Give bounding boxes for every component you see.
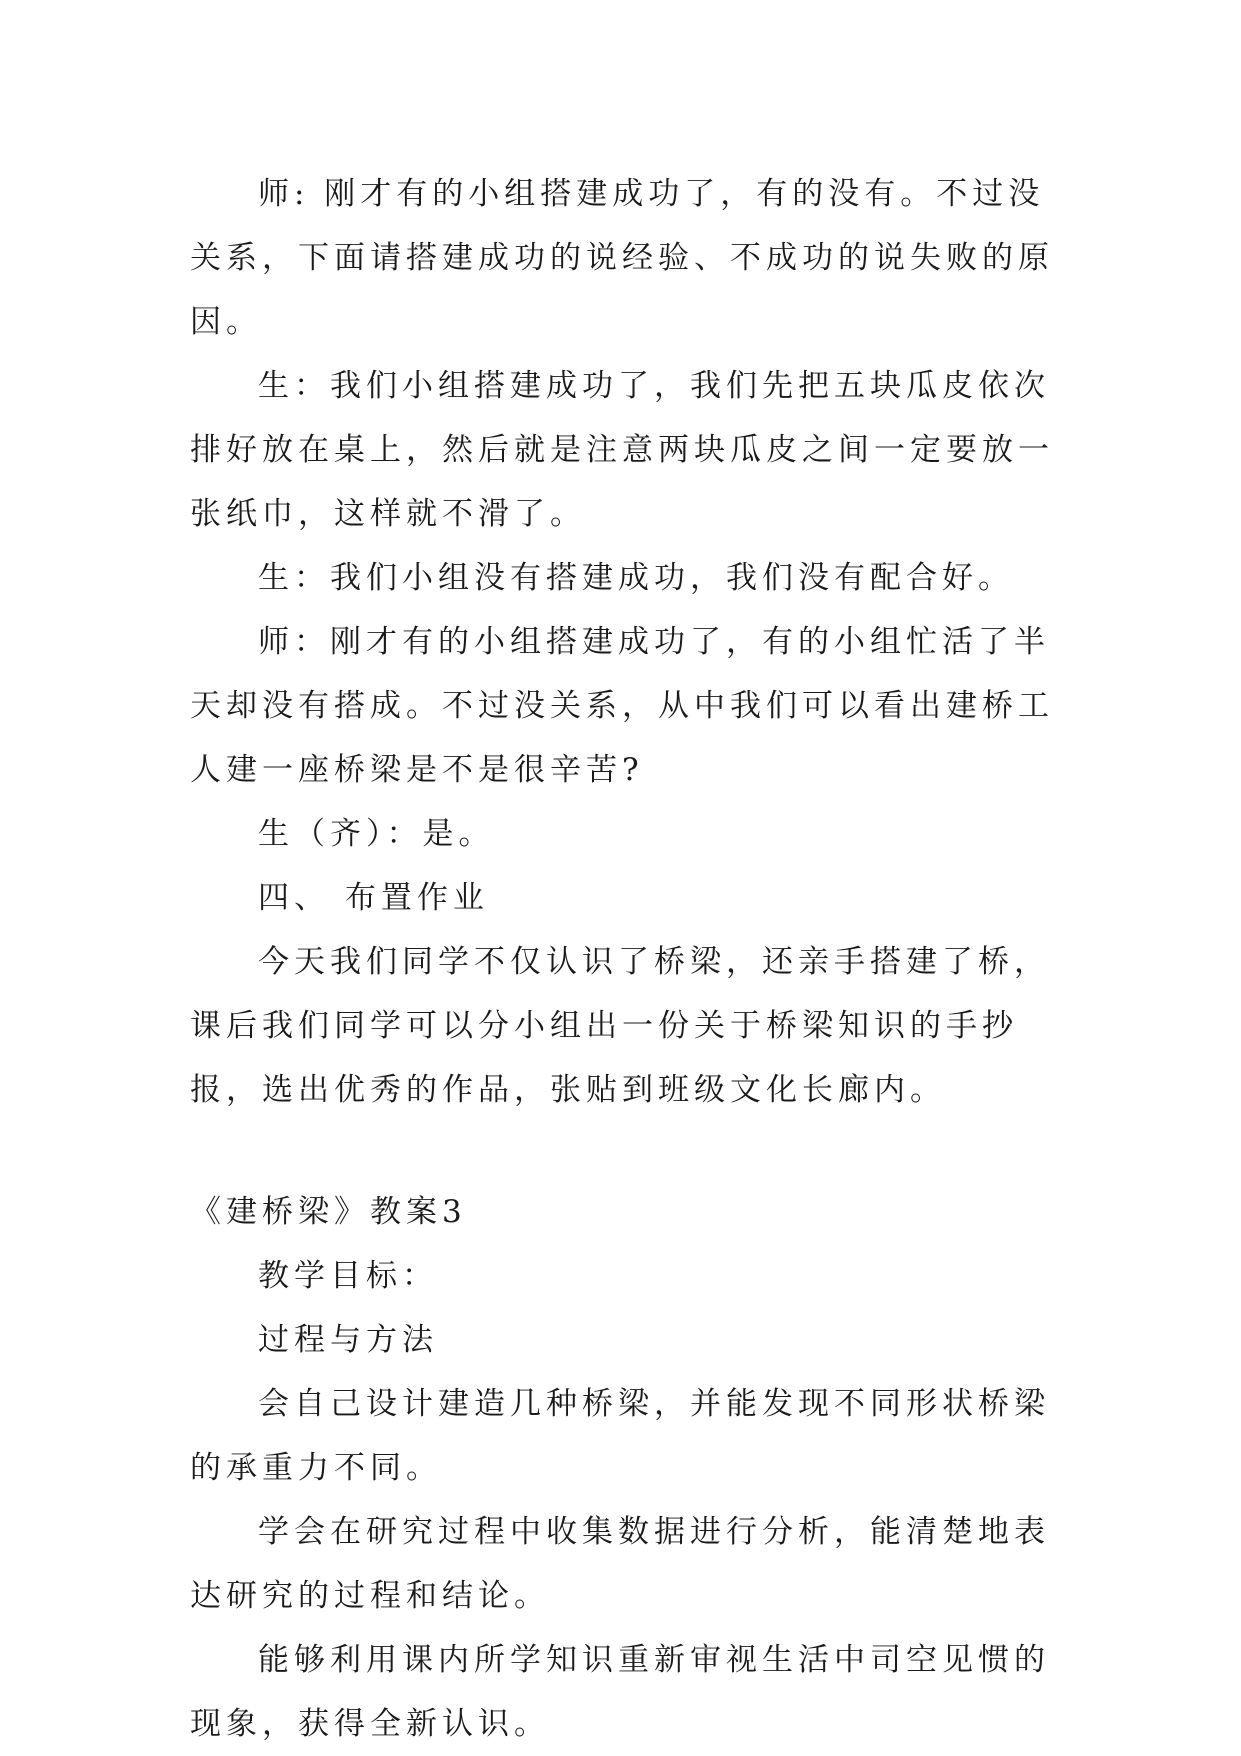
paragraph-student-2: 生：我们小组没有搭建成功，我们没有配合好。: [258, 560, 1014, 596]
paragraph-student-1: 生：我们小组搭建成功了，我们先把五块瓜皮依次排好放在桌上，然后就是注意两块瓜皮之间一定要放一张纸巾，这样就不滑了。: [190, 368, 1054, 532]
heading-process-methods: 过程与方法: [258, 1322, 438, 1358]
heading-teaching-goals: 教学目标：: [258, 1258, 438, 1294]
paragraph-goal-3: 能够利用课内所学知识重新审视生活中司空见惯的现象，获得全新认识。: [190, 1642, 1050, 1742]
paragraph-homework: 今天我们同学不仅认识了桥梁，还亲手搭建了桥，课后我们同学可以分小组出一份关于桥梁知识的手抄报，选出优秀的作品，张贴到班级文化长廊内。: [190, 944, 1050, 1108]
paragraph-goal-2: 学会在研究过程中收集数据进行分析，能清楚地表达研究的过程和结论。: [190, 1514, 1050, 1614]
section-gap: [190, 1122, 1060, 1180]
paragraph-goal-1: 会自己设计建造几种桥梁，并能发现不同形状桥梁的承重力不同。: [190, 1386, 1050, 1486]
section-heading-homework: 四、 布置作业: [258, 880, 489, 916]
paragraph-teacher-2: 师：刚才有的小组搭建成功了，有的小组忙活了半天却没有搭成。不过没关系，从中我们可以看出建桥工人建一座桥梁是不是很辛苦?: [190, 624, 1054, 788]
lesson-plan-title: 《建桥梁》教案3: [190, 1194, 467, 1230]
paragraph-teacher-1: 师: 刚才有的小组搭建成功了，有的没有。不过没关系，下面请搭建成功的说经验、不成功的说失败的原因。: [190, 176, 1054, 340]
document-page: [190, 162, 1060, 1756]
paragraph-students-chorus: 生（齐）：是。: [258, 816, 495, 852]
